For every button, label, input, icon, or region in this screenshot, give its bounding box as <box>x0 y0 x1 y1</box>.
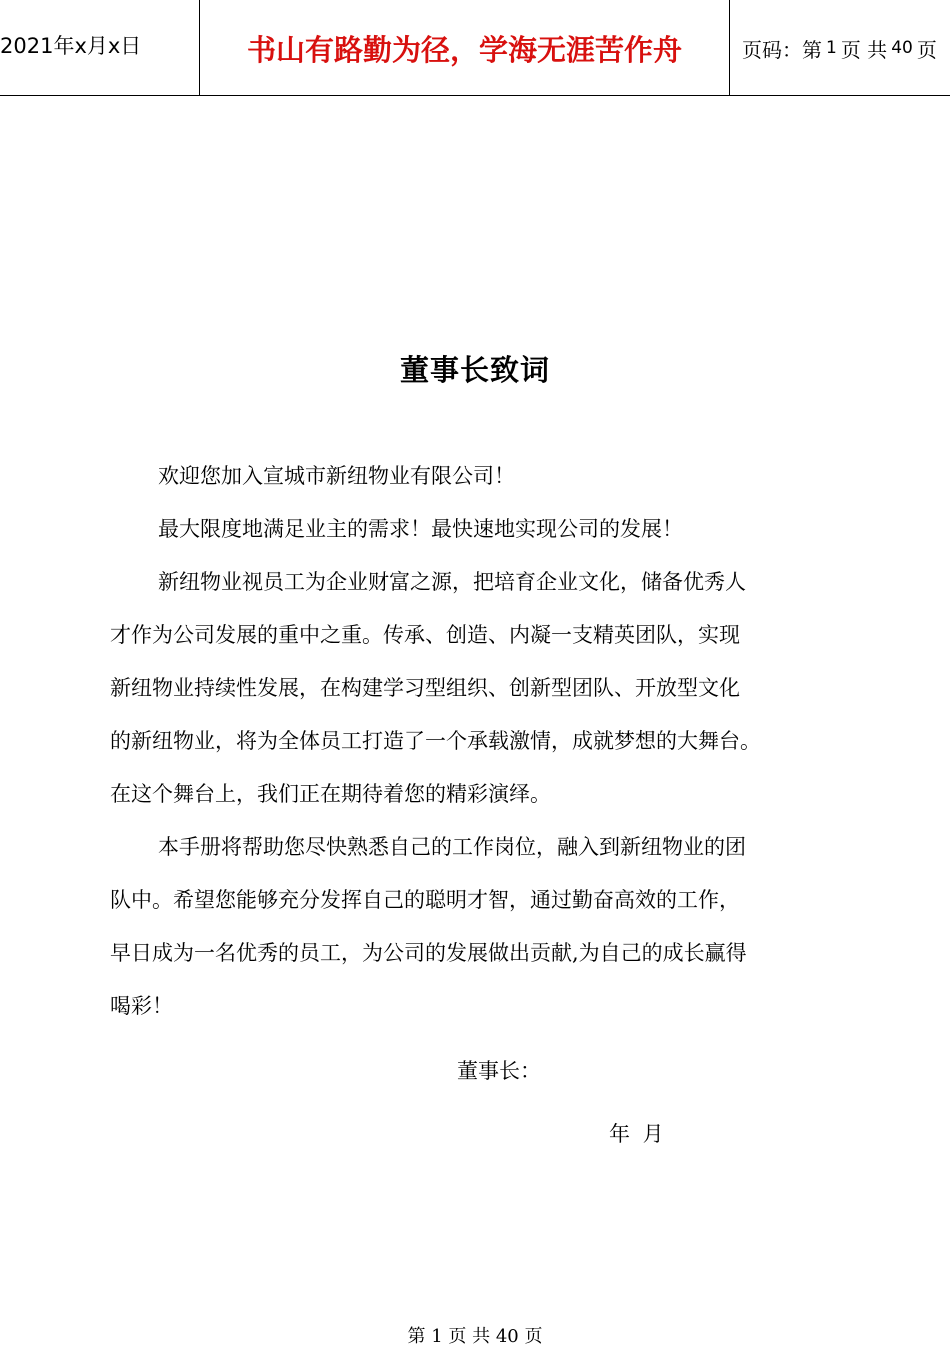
paragraph-line: 早日成为一名优秀的员工，为公司的发展做出贡献,为自己的成长赢得 <box>110 941 747 965</box>
document-title: 董事长致词 <box>399 353 550 387</box>
header-motto: 书山有路勤为径，学海无涯苦作舟 <box>200 0 730 96</box>
paragraph-line: 欢迎您加入宣城市新纽物业有限公司！ <box>158 464 515 488</box>
paragraph-line: 的新纽物业，将为全体员工打造了一个承载激情，成就梦想的大舞台。 <box>110 729 761 753</box>
paragraph <box>110 450 840 503</box>
page-total: 40 <box>891 38 913 58</box>
paragraph-line: 喝彩！ <box>110 994 173 1018</box>
paragraph-line: 在这个舞台上，我们正在期待着您的精彩演绎。 <box>110 782 551 806</box>
page-suffix: 页 <box>916 37 937 62</box>
page-label: 页码：第 <box>742 37 822 62</box>
page-current: 1 <box>826 38 837 58</box>
paragraph-line: 本手册将帮助您尽快熟悉自己的工作岗位，融入到新纽物业的团 <box>158 835 746 859</box>
paragraph-line: 最大限度地满足业主的需求！最快速地实现公司的发展！ <box>158 517 683 541</box>
signature-date: 年 月 <box>609 1122 664 1146</box>
signature-label: 董事长： <box>457 1059 541 1083</box>
header-page-number <box>730 0 950 96</box>
paragraph-line: 队中。希望您能够充分发挥自己的聪明才智，通过勤奋高效的工作， <box>110 888 740 912</box>
page-footer: 第 1 页 共 40 页 <box>407 1326 543 1347</box>
page-mid: 页 共 <box>840 37 888 62</box>
paragraph-line: 才作为公司发展的重中之重。传承、创造、内凝一支精英团队，实现 <box>110 623 740 647</box>
paragraph <box>110 503 840 556</box>
paragraph-line: 新纽物业视员工为企业财富之源，把培育企业文化，储备优秀人 <box>158 570 746 594</box>
paragraph <box>110 821 840 1033</box>
document-body <box>110 450 840 1033</box>
paragraph <box>110 556 840 821</box>
header-date: 2021年x月x日 <box>0 0 200 96</box>
page-header <box>0 0 950 96</box>
paragraph-line: 新纽物业持续性发展，在构建学习型组织、创新型团队、开放型文化 <box>110 676 740 700</box>
